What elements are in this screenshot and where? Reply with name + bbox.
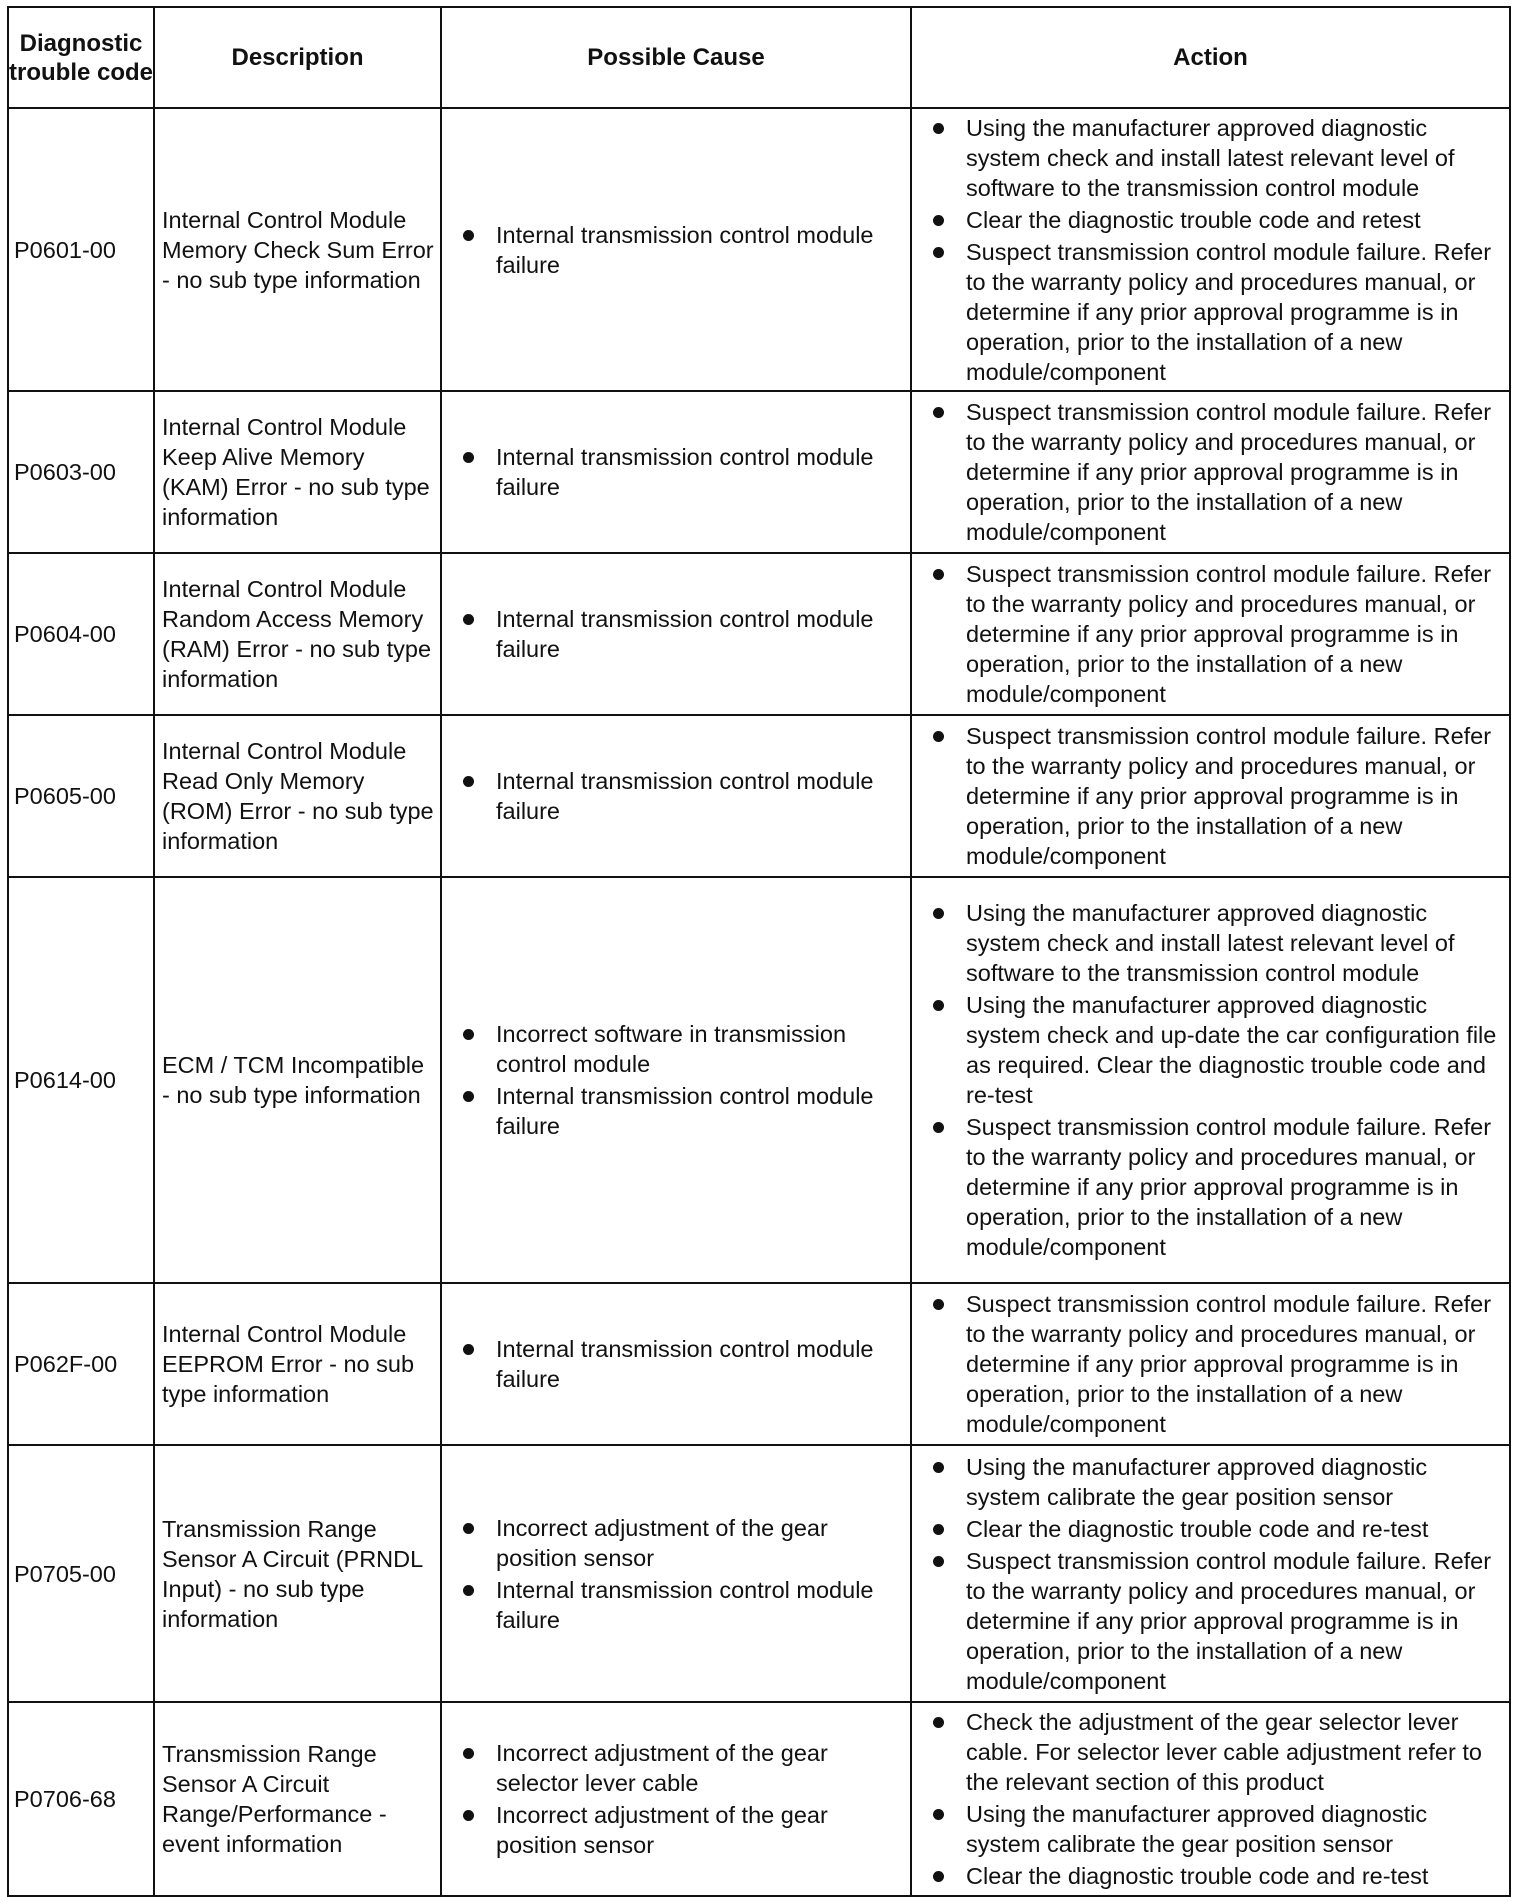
- table-header: [8, 7, 1510, 108]
- bullet-icon: [463, 1344, 474, 1355]
- bullet-item: [460, 1575, 904, 1635]
- action-cell: [911, 391, 1510, 553]
- dtc-code-cell: P0614-00: [8, 877, 154, 1283]
- cause-list: [460, 220, 904, 280]
- possible-cause-cell: [441, 1283, 911, 1445]
- table-row: [8, 1702, 1510, 1896]
- bullet-item: [930, 721, 1505, 871]
- bullet-icon: [933, 731, 944, 742]
- bullet-text: Suspect transmission control module failure. Refer to the warranty policy and procedures manual, or determine if any prior approval programme is in operation, prior to the installation of a new module/component: [966, 723, 1492, 869]
- dtc-code-cell: P0604-00: [8, 553, 154, 715]
- cause-list: [460, 1738, 904, 1860]
- description-cell: Internal Control Module Read Only Memory (ROM) Error - no sub type information: [154, 715, 441, 877]
- table-row: [8, 1283, 1510, 1445]
- possible-cause-cell: [441, 877, 911, 1283]
- action-list: [930, 397, 1505, 547]
- cause-list: [460, 766, 904, 826]
- bullet-item: [460, 1019, 904, 1079]
- bullet-icon: [463, 1810, 474, 1821]
- bullet-item: [460, 1800, 904, 1860]
- bullet-item: [460, 766, 904, 826]
- bullet-item: [930, 559, 1505, 709]
- bullet-text: Suspect transmission control module failure. Refer to the warranty policy and procedures manual, or determine if any prior approval programme is in operation, prior to the installation of a new module/component: [966, 1547, 1492, 1694]
- bullet-icon: [933, 247, 944, 258]
- possible-cause-cell: [441, 1702, 911, 1896]
- action-list: [930, 1289, 1505, 1439]
- bullet-text: Internal transmission control module failure: [496, 606, 874, 662]
- table-row: [8, 553, 1510, 715]
- bullet-text: Using the manufacturer approved diagnostic system check and install latest relevant level of software to the transmission control module: [966, 114, 1455, 201]
- table-row: [8, 1445, 1510, 1702]
- bullet-icon: [933, 1524, 944, 1535]
- bullet-icon: [933, 407, 944, 418]
- cause-list: [460, 1334, 904, 1394]
- bullet-text: Incorrect adjustment of the gear position sensor: [496, 1802, 828, 1858]
- bullet-icon: [463, 1585, 474, 1596]
- bullet-icon: [933, 1299, 944, 1310]
- dtc-code-cell: P0601-00: [8, 108, 154, 391]
- action-list: [930, 1707, 1505, 1891]
- bullet-icon: [463, 1748, 474, 1759]
- bullet-item: [460, 1513, 904, 1573]
- bullet-item: [460, 1738, 904, 1798]
- cause-list: [460, 442, 904, 502]
- action-cell: [911, 877, 1510, 1283]
- bullet-text: Incorrect adjustment of the gear position sensor: [496, 1514, 828, 1571]
- bullet-icon: [463, 1029, 474, 1040]
- description-cell: Internal Control Module EEPROM Error - no sub type information: [154, 1283, 441, 1445]
- header-cause: Possible Cause: [441, 7, 911, 108]
- bullet-item: [930, 1861, 1505, 1891]
- bullet-text: Internal transmission control module failure: [496, 1083, 874, 1139]
- bullet-icon: [463, 1091, 474, 1102]
- bullet-text: Suspect transmission control module failure. Refer to the warranty policy and procedures manual, or determine if any prior approval programme is in operation, prior to the installation of a new module/component: [966, 1114, 1492, 1260]
- bullet-item: [930, 205, 1505, 235]
- bullet-text: Internal transmission control module failure: [496, 444, 874, 500]
- bullet-icon: [933, 1462, 944, 1473]
- bullet-item: [930, 1799, 1505, 1859]
- table-body: [8, 108, 1510, 1896]
- bullet-item: [930, 1707, 1505, 1797]
- action-list: [930, 721, 1505, 871]
- bullet-text: Clear the diagnostic trouble code and re-test: [966, 1515, 1429, 1542]
- cause-list: [460, 1019, 904, 1141]
- bullet-icon: [933, 569, 944, 580]
- header-code: Diagnostic trouble code: [8, 7, 154, 108]
- bullet-item: [460, 604, 904, 664]
- possible-cause-cell: [441, 391, 911, 553]
- bullet-item: [460, 1334, 904, 1394]
- bullet-item: [930, 1452, 1505, 1512]
- bullet-text: Internal transmission control module failure: [496, 221, 874, 278]
- action-cell: [911, 108, 1510, 391]
- table-row: [8, 391, 1510, 553]
- bullet-icon: [933, 1000, 944, 1011]
- bullet-item: [930, 1514, 1505, 1544]
- bullet-item: [930, 113, 1505, 203]
- bullet-text: Internal transmission control module failure: [496, 1576, 874, 1633]
- bullet-item: [930, 397, 1505, 547]
- bullet-text: Using the manufacturer approved diagnostic system check and install latest relevant level of software to the transmission control module: [966, 900, 1455, 986]
- cause-list: [460, 604, 904, 664]
- bullet-item: [930, 898, 1505, 988]
- bullet-icon: [933, 215, 944, 226]
- action-list: [930, 113, 1505, 387]
- bullet-item: [930, 1112, 1505, 1262]
- bullet-text: Suspect transmission control module failure. Refer to the warranty policy and procedures manual, or determine if any prior approval programme is in operation, prior to the installation of a new module/component: [966, 561, 1492, 707]
- dtc-code-cell: P0605-00: [8, 715, 154, 877]
- cause-list: [460, 1513, 904, 1635]
- action-list: [930, 559, 1505, 709]
- bullet-text: Using the manufacturer approved diagnostic system check and up-date the car configuration file as required. Clear the diagnostic trouble code and re-test: [966, 992, 1497, 1108]
- table-row: [8, 108, 1510, 391]
- bullet-item: [930, 237, 1505, 387]
- possible-cause-cell: [441, 108, 911, 391]
- possible-cause-cell: [441, 715, 911, 877]
- description-cell: ECM / TCM Incompatible - no sub type information: [154, 877, 441, 1283]
- header-action: Action: [911, 7, 1510, 108]
- description-cell: Internal Control Module Random Access Memory (RAM) Error - no sub type information: [154, 553, 441, 715]
- bullet-text: Check the adjustment of the gear selector lever cable. For selector lever cable adjustment refer to the relevant section of this product: [966, 1709, 1482, 1795]
- bullet-item: [930, 990, 1505, 1110]
- dtc-code-cell: P062F-00: [8, 1283, 154, 1445]
- description-cell: Transmission Range Sensor A Circuit (PRNDL Input) - no sub type information: [154, 1445, 441, 1702]
- action-cell: [911, 715, 1510, 877]
- action-list: [930, 1452, 1505, 1696]
- possible-cause-cell: [441, 553, 911, 715]
- bullet-icon: [463, 1523, 474, 1534]
- action-cell: [911, 1445, 1510, 1702]
- bullet-icon: [463, 452, 474, 463]
- bullet-text: Incorrect adjustment of the gear selector lever cable: [496, 1740, 828, 1796]
- bullet-text: Suspect transmission control module failure. Refer to the warranty policy and procedures manual, or determine if any prior approval programme is in operation, prior to the installation of a new module/component: [966, 399, 1492, 545]
- bullet-text: Using the manufacturer approved diagnostic system calibrate the gear position sensor: [966, 1801, 1428, 1857]
- bullet-icon: [463, 776, 474, 787]
- bullet-icon: [933, 1871, 944, 1882]
- bullet-text: Internal transmission control module failure: [496, 1336, 874, 1392]
- dtc-table: [7, 6, 1511, 1897]
- header-description: Description: [154, 7, 441, 108]
- bullet-text: Internal transmission control module failure: [496, 768, 874, 824]
- bullet-item: [460, 220, 904, 280]
- bullet-icon: [933, 123, 944, 134]
- bullet-text: Suspect transmission control module failure. Refer to the warranty policy and procedures manual, or determine if any prior approval programme is in operation, prior to the installation of a new module/component: [966, 1291, 1492, 1437]
- bullet-icon: [933, 1122, 944, 1133]
- dtc-code-cell: P0706-68: [8, 1702, 154, 1896]
- description-cell: Transmission Range Sensor A Circuit Range/Performance - event information: [154, 1702, 441, 1896]
- bullet-text: Using the manufacturer approved diagnostic system calibrate the gear position sensor: [966, 1453, 1428, 1510]
- bullet-icon: [933, 1556, 944, 1567]
- action-cell: [911, 1702, 1510, 1896]
- bullet-item: [460, 442, 904, 502]
- bullet-item: [930, 1546, 1505, 1696]
- description-cell: Internal Control Module Memory Check Sum Error - no sub type information: [154, 108, 441, 391]
- bullet-item: [460, 1081, 904, 1141]
- bullet-text: Clear the diagnostic trouble code and re-test: [966, 1863, 1429, 1889]
- bullet-icon: [933, 1809, 944, 1820]
- bullet-icon: [463, 230, 474, 241]
- bullet-text: Suspect transmission control module failure. Refer to the warranty policy and procedures manual, or determine if any prior approval programme is in operation, prior to the installation of a new module/component: [966, 238, 1492, 385]
- bullet-icon: [933, 1717, 944, 1728]
- description-cell: Internal Control Module Keep Alive Memory (KAM) Error - no sub type information: [154, 391, 441, 553]
- bullet-item: [930, 1289, 1505, 1439]
- bullet-icon: [463, 614, 474, 625]
- bullet-icon: [933, 908, 944, 919]
- action-cell: [911, 553, 1510, 715]
- table-row: [8, 715, 1510, 877]
- possible-cause-cell: [441, 1445, 911, 1702]
- dtc-code-cell: P0603-00: [8, 391, 154, 553]
- bullet-text: Clear the diagnostic trouble code and retest: [966, 206, 1421, 233]
- header-row: [8, 7, 1510, 108]
- action-cell: [911, 1283, 1510, 1445]
- bullet-text: Incorrect software in transmission control module: [496, 1021, 847, 1077]
- dtc-code-cell: P0705-00: [8, 1445, 154, 1702]
- table-row: [8, 877, 1510, 1283]
- action-list: [930, 898, 1505, 1262]
